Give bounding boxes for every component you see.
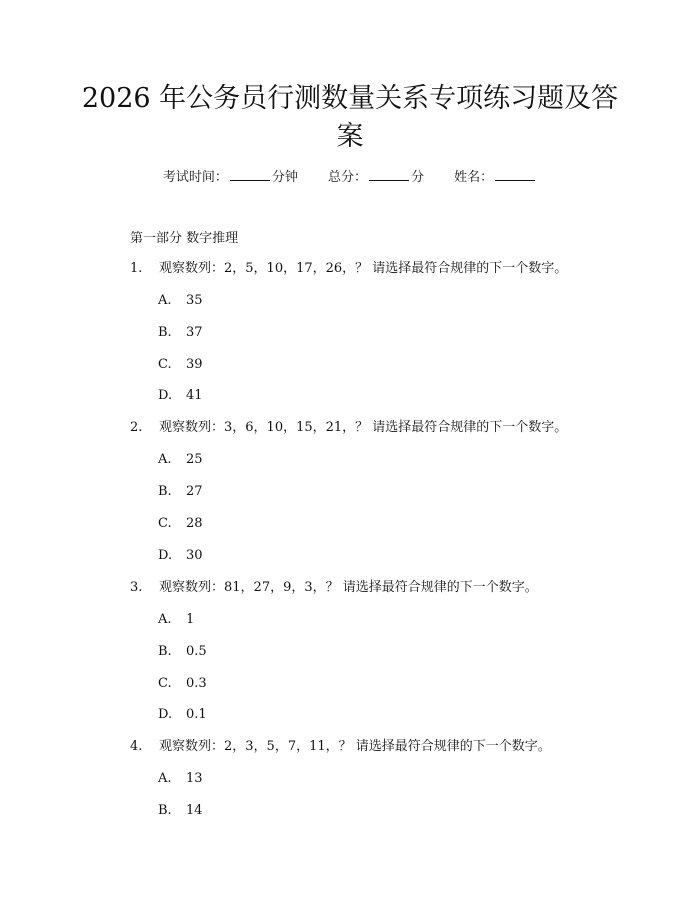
question-4-option-b bbox=[158, 801, 203, 821]
option-value: 1 bbox=[186, 612, 195, 627]
option-letter: C. bbox=[158, 357, 172, 372]
option-value: 41 bbox=[186, 388, 203, 403]
option-letter: B. bbox=[158, 803, 172, 818]
question-1 bbox=[130, 259, 567, 279]
option-letter: A. bbox=[158, 452, 172, 467]
option-value: 25 bbox=[186, 452, 203, 467]
option-value: 35 bbox=[186, 293, 203, 308]
question-text: 观察数列：81，27，9，3，？ 请选择最符合规律的下一个数字。 bbox=[159, 580, 538, 595]
question-text: 观察数列：3，6，10，15，21，？ 请选择最符合规律的下一个数字。 bbox=[159, 420, 568, 435]
option-value: 0.5 bbox=[186, 644, 207, 659]
option-value: 13 bbox=[186, 771, 203, 786]
option-value: 0.3 bbox=[186, 676, 207, 691]
name-blank bbox=[495, 168, 535, 181]
exam-time-unit: 分钟 bbox=[271, 170, 298, 185]
question-3-option-b bbox=[158, 642, 207, 662]
option-value: 0.1 bbox=[186, 707, 207, 722]
option-value: 28 bbox=[186, 516, 203, 531]
exam-time-field bbox=[163, 168, 298, 188]
option-value: 27 bbox=[186, 484, 203, 499]
name-label: 姓名： bbox=[454, 170, 494, 185]
question-number: 3. bbox=[130, 580, 143, 595]
option-letter: A. bbox=[158, 612, 172, 627]
question-2 bbox=[130, 418, 567, 438]
question-text: 观察数列：2，5，10，17，26，？ 请选择最符合规律的下一个数字。 bbox=[159, 261, 568, 276]
question-1-option-a bbox=[158, 291, 203, 311]
question-4 bbox=[130, 737, 551, 757]
option-letter: D. bbox=[158, 388, 173, 403]
question-4-option-a bbox=[158, 769, 203, 789]
option-letter: D. bbox=[158, 707, 173, 722]
question-number: 1. bbox=[130, 261, 143, 276]
total-score-unit: 分 bbox=[411, 170, 425, 185]
question-2-option-d bbox=[158, 546, 203, 566]
option-value: 14 bbox=[186, 803, 203, 818]
exam-info-line bbox=[0, 168, 700, 188]
option-letter: B. bbox=[158, 644, 172, 659]
question-3-option-c bbox=[158, 674, 207, 694]
option-letter: D. bbox=[158, 548, 173, 563]
option-value: 37 bbox=[186, 325, 203, 340]
question-1-option-c bbox=[158, 355, 203, 375]
total-score-field bbox=[328, 168, 424, 188]
question-number: 2. bbox=[130, 420, 143, 435]
question-3-option-d bbox=[158, 705, 207, 725]
total-score-label: 总分： bbox=[327, 170, 367, 185]
question-3 bbox=[130, 578, 538, 598]
option-letter: B. bbox=[158, 325, 172, 340]
section-title: 第一部分 数字推理 bbox=[130, 231, 239, 246]
document-title: 2026 年公务员行测数量关系专项练习题及答案 bbox=[81, 83, 619, 152]
question-2-option-b bbox=[158, 482, 203, 502]
exam-time-label: 考试时间： bbox=[162, 170, 228, 185]
exam-time-blank bbox=[230, 168, 270, 181]
question-number: 4. bbox=[130, 739, 143, 754]
question-1-option-d bbox=[158, 386, 203, 406]
total-score-blank bbox=[369, 168, 409, 181]
option-letter: A. bbox=[158, 293, 172, 308]
question-3-option-a bbox=[158, 610, 194, 630]
option-letter: C. bbox=[158, 676, 172, 691]
option-letter: B. bbox=[158, 484, 172, 499]
question-1-option-b bbox=[158, 323, 203, 343]
option-value: 39 bbox=[186, 357, 203, 372]
option-letter: A. bbox=[158, 771, 172, 786]
option-value: 30 bbox=[186, 548, 203, 563]
name-field bbox=[454, 168, 537, 188]
option-letter: C. bbox=[158, 516, 172, 531]
question-2-option-a bbox=[158, 450, 203, 470]
question-text: 观察数列：2，3，5，7，11，？ 请选择最符合规律的下一个数字。 bbox=[159, 739, 551, 754]
question-2-option-c bbox=[158, 514, 203, 534]
